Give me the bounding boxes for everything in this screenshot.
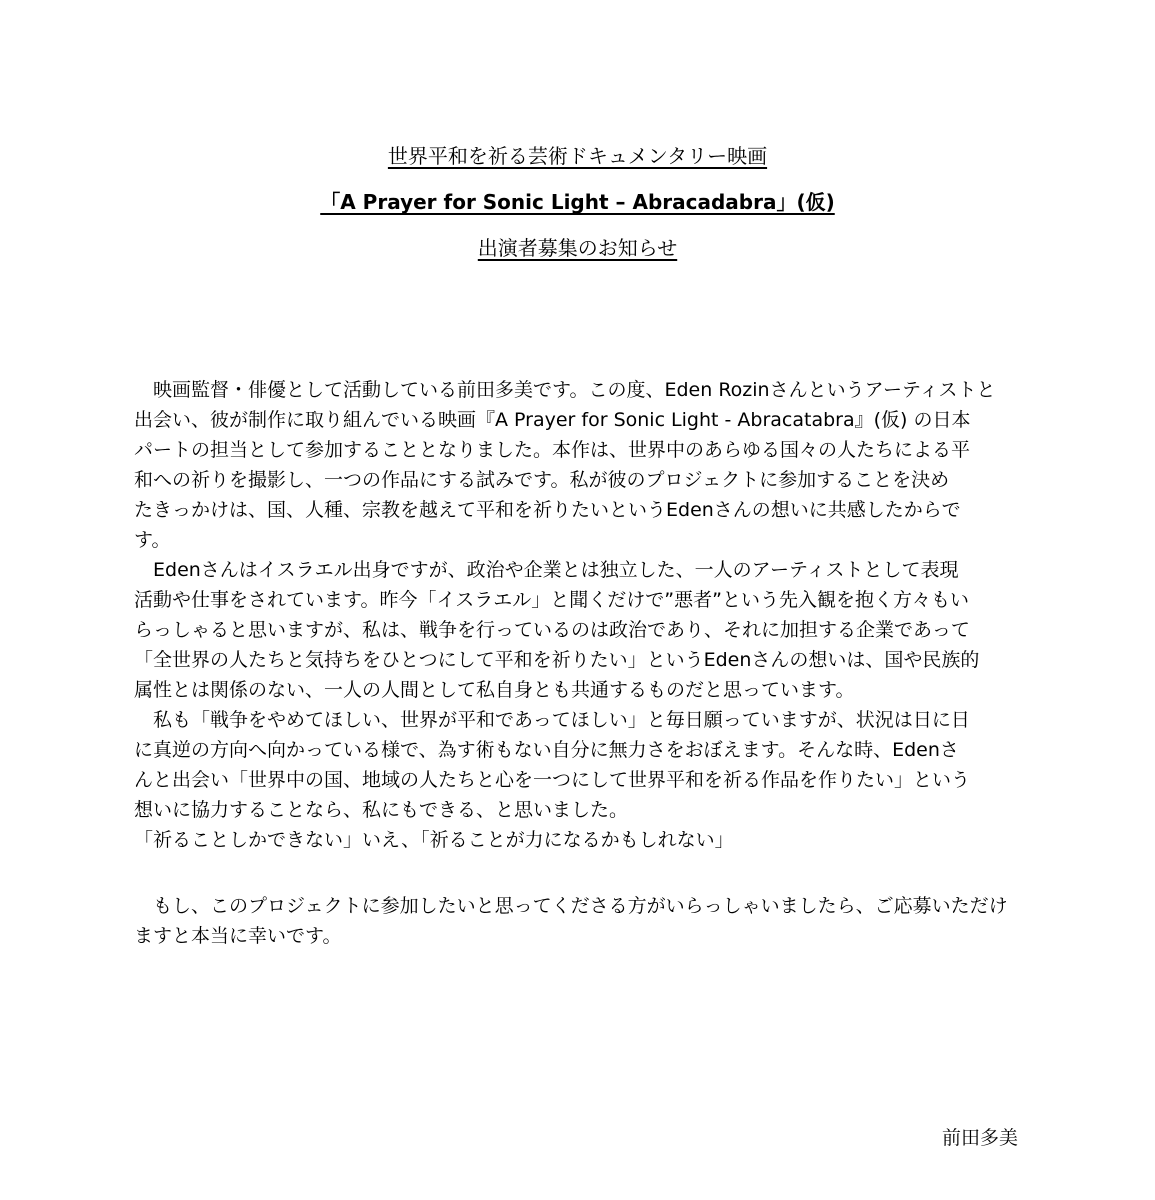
body-line: パートの担当として参加することとなりました。本作は、世界中のあらゆる国々の人たちによる平 xyxy=(134,439,971,461)
body-line: 映画監督・俳優として活動している前田多美です。この度、Eden Rozinさんというアーティストと xyxy=(134,379,996,401)
body-line: 想いに協力することなら、私にもできる、と思いました。 xyxy=(134,799,629,821)
body-line: 「全世界の人たちと気持ちをひとつにして平和を祈りたい」というEdenさんの想いは、国や民族的 xyxy=(134,649,980,671)
paragraph-gap xyxy=(134,855,1034,891)
casting-call-heading: 出演者募集のお知らせ xyxy=(477,236,678,260)
body-line: らっしゃると思いますが、私は、戦争を行っているのは政治であり、それに加担する企業であって xyxy=(134,619,970,641)
body-line: Edenさんはイスラエル出身ですが、政治や企業とは独立した、一人のアーティストとして表現 xyxy=(134,559,959,581)
closing-line: もし、このプロジェクトに参加したいと思ってくださる方がいらっしゃいましたら、ご応募いただけ xyxy=(134,895,1008,917)
body-line: す。 xyxy=(134,529,171,551)
title-line-1 xyxy=(0,133,1155,179)
body-line: たきっかけは、国、人種、宗教を越えて平和を祈りたいというEdenさんの想いに共感したからで xyxy=(134,499,961,521)
title-line-3 xyxy=(0,225,1155,271)
author-signature: 前田多美 xyxy=(941,1127,1018,1149)
film-title-heading: 「A Prayer for Sonic Light – Abracadabra」(仮) xyxy=(320,190,835,214)
body-line: 和への祈りを撮影し、一つの作品にする試みです。私が彼のプロジェクトに参加することを決め xyxy=(134,469,950,491)
body-line: 「祈ることしかできない」いえ、「祈ることが力になるかもしれない」 xyxy=(134,829,734,851)
body-text xyxy=(134,375,1034,951)
title-line-2 xyxy=(0,179,1155,225)
closing-line: ますと本当に幸いです。 xyxy=(134,925,342,947)
body-line: 私も「戦争をやめてほしい、世界が平和であってほしい」と毎日願っていますが、状況は日に日 xyxy=(134,709,970,731)
body-line: 属性とは関係のない、一人の人間として私自身とも共通するものだと思っています。 xyxy=(134,679,855,701)
body-line: 活動や仕事をされています。昨今「イスラエル」と聞くだけで”悪者”という先入観を抱く方々もい xyxy=(134,589,969,611)
film-description-heading: 世界平和を祈る芸術ドキュメンタリー映画 xyxy=(387,144,768,168)
body-line: 出会い、彼が制作に取り組んでいる映画『A Prayer for Sonic Light - Abracatabra』(仮) の日本 xyxy=(134,409,971,431)
title-block xyxy=(0,133,1155,271)
body-line: んと出会い「世界中の国、地域の人たちと心を一つにして世界平和を祈る作品を作りたい」という xyxy=(134,769,971,791)
body-line: に真逆の方向へ向かっている様で、為す術もない自分に無力さをおぼえます。そんな時、Edenさ xyxy=(134,739,959,761)
